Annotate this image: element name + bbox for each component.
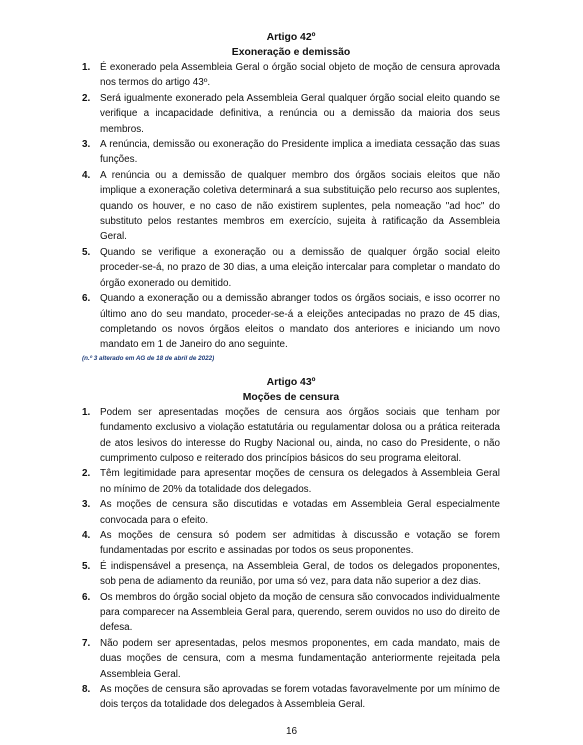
item-text: É exonerado pela Assembleia Geral o órgão social objeto de moção de censura aprovada nos termos do artigo 43º. (100, 62, 500, 89)
item-text: Não podem ser apresentadas, pelos mesmos proponentes, em cada mandato, mais de duas moções de censura, com a mesma fundamentação anteriormente rejeitada pela Assembleia Geral. (100, 637, 500, 680)
item-text: As moções de censura só podem ser admitidas à discussão e votação se forem fundamentadas por escrito e assinadas por todos os seus proponentes. (100, 529, 500, 557)
list-item (82, 137, 500, 168)
list-item (82, 497, 500, 528)
item-text: Será igualmente exonerado pela Assembleia Geral qualquer órgão social eleito quando se verifique a incapacidade definitiva, a renúncia ou a demissão da maioria dos seus membros. (100, 92, 500, 135)
item-number: 3. (82, 499, 91, 511)
article-43-list (82, 405, 500, 713)
list-item (82, 168, 500, 245)
article-43 (82, 375, 500, 713)
item-text: As moções de censura são aprovadas se forem votadas favoravelmente por um mínimo de dois terços da totalidade dos delegados à Assembleia Geral. (100, 684, 500, 711)
item-number: 5. (82, 246, 91, 258)
item-text: Os membros do órgão social objeto da moção de censura são convocados individualmente para comparecer na Assembleia Geral para, querendo, serem ouvidos no uso do direito de defesa. (100, 591, 500, 634)
item-text: A renúncia ou a demissão de qualquer membro dos órgãos sociais eleitos que não implique a exoneração coletiva determinará a sua substituição pelo recurso aos suplentes, quando os houver, e no caso de não existirem suplentes, pela nomeação "ad hoc" do substituto pelos restantes membros em exercício, sujeita à ratificação da Assembleia Geral. (100, 169, 500, 243)
amendment-note: (n.º 3 alterado em AG de 18 de abril de 2022) (82, 354, 215, 362)
item-number: 6. (82, 293, 91, 305)
list-item (82, 60, 500, 91)
item-number: 6. (82, 591, 91, 603)
item-text: As moções de censura são discutidas e votadas em Assembleia Geral especialmente convocada para o efeito. (100, 499, 500, 526)
article-42 (82, 30, 500, 363)
article-42-number: Artigo 42º (266, 32, 316, 43)
item-number: 7. (82, 637, 91, 649)
item-text: É indispensável a presença, na Assembleia Geral, de todos os delegados proponentes, sob pena de adiamento da reunião, por uma só vez, para data não superior a dez dias. (100, 560, 500, 588)
list-item (82, 405, 500, 467)
article-42-title: Exoneração e demissão (231, 47, 351, 58)
item-text: Têm legitimidade para apresentar moções de censura os delegados à Assembleia Geral no mínimo de 20% da totalidade dos delegados. (100, 468, 500, 495)
item-number: 2. (82, 92, 91, 104)
item-text: Podem ser apresentadas moções de censura aos órgãos sociais que tenham por fundamento exclusivo a violação estatutária ou regulamentar dolosa ou a prática reiterada de atos lesivos do interesse do Rugby Nacional ou, ainda, no caso do Presidente, o não cumprimento culposo e reiterado dos princípios básicos do seu programa eleitoral. (100, 406, 500, 464)
list-item (82, 466, 500, 497)
item-number: 2. (82, 468, 91, 480)
item-text: A renúncia, demissão ou exoneração do Presidente implica a imediata cessação das suas funções. (100, 139, 500, 166)
list-item (82, 590, 500, 636)
article-42-list (82, 60, 500, 353)
list-item (82, 291, 500, 353)
item-number: 4. (82, 529, 91, 541)
section-gap (82, 363, 500, 375)
item-number: 4. (82, 169, 91, 181)
article-43-number: Artigo 43º (266, 376, 316, 388)
item-text: Quando se verifique a exoneração ou a demissão de qualquer órgão social eleito proceder-se-á, no prazo de 30 dias, a uma eleição intercalar para completar o mandato do órgão exonerado ou demitido. (100, 246, 500, 289)
item-number: 1. (82, 62, 91, 73)
list-item (82, 245, 500, 291)
list-item (82, 682, 500, 713)
article-43-title: Moções de censura (242, 391, 340, 403)
item-text: Quando a exoneração ou a demissão abranger todos os órgãos sociais, e isso ocorrer no último ano do seu mandato, proceder-se-á a eleições antecipadas no prazo de 45 dias, completando os novos órgãos eleitos o mandato dos anteriores e iniciando um novo mandato em 1 de Janeiro do ano seguinte. (100, 293, 500, 351)
list-item (82, 528, 500, 559)
item-number: 5. (82, 560, 91, 572)
item-number: 1. (82, 406, 91, 418)
document-page (82, 30, 500, 713)
list-item (82, 91, 500, 137)
list-item (82, 636, 500, 682)
list-item (82, 559, 500, 590)
page-number: 16 (285, 726, 298, 737)
item-number: 8. (82, 684, 91, 696)
item-number: 3. (82, 139, 91, 151)
